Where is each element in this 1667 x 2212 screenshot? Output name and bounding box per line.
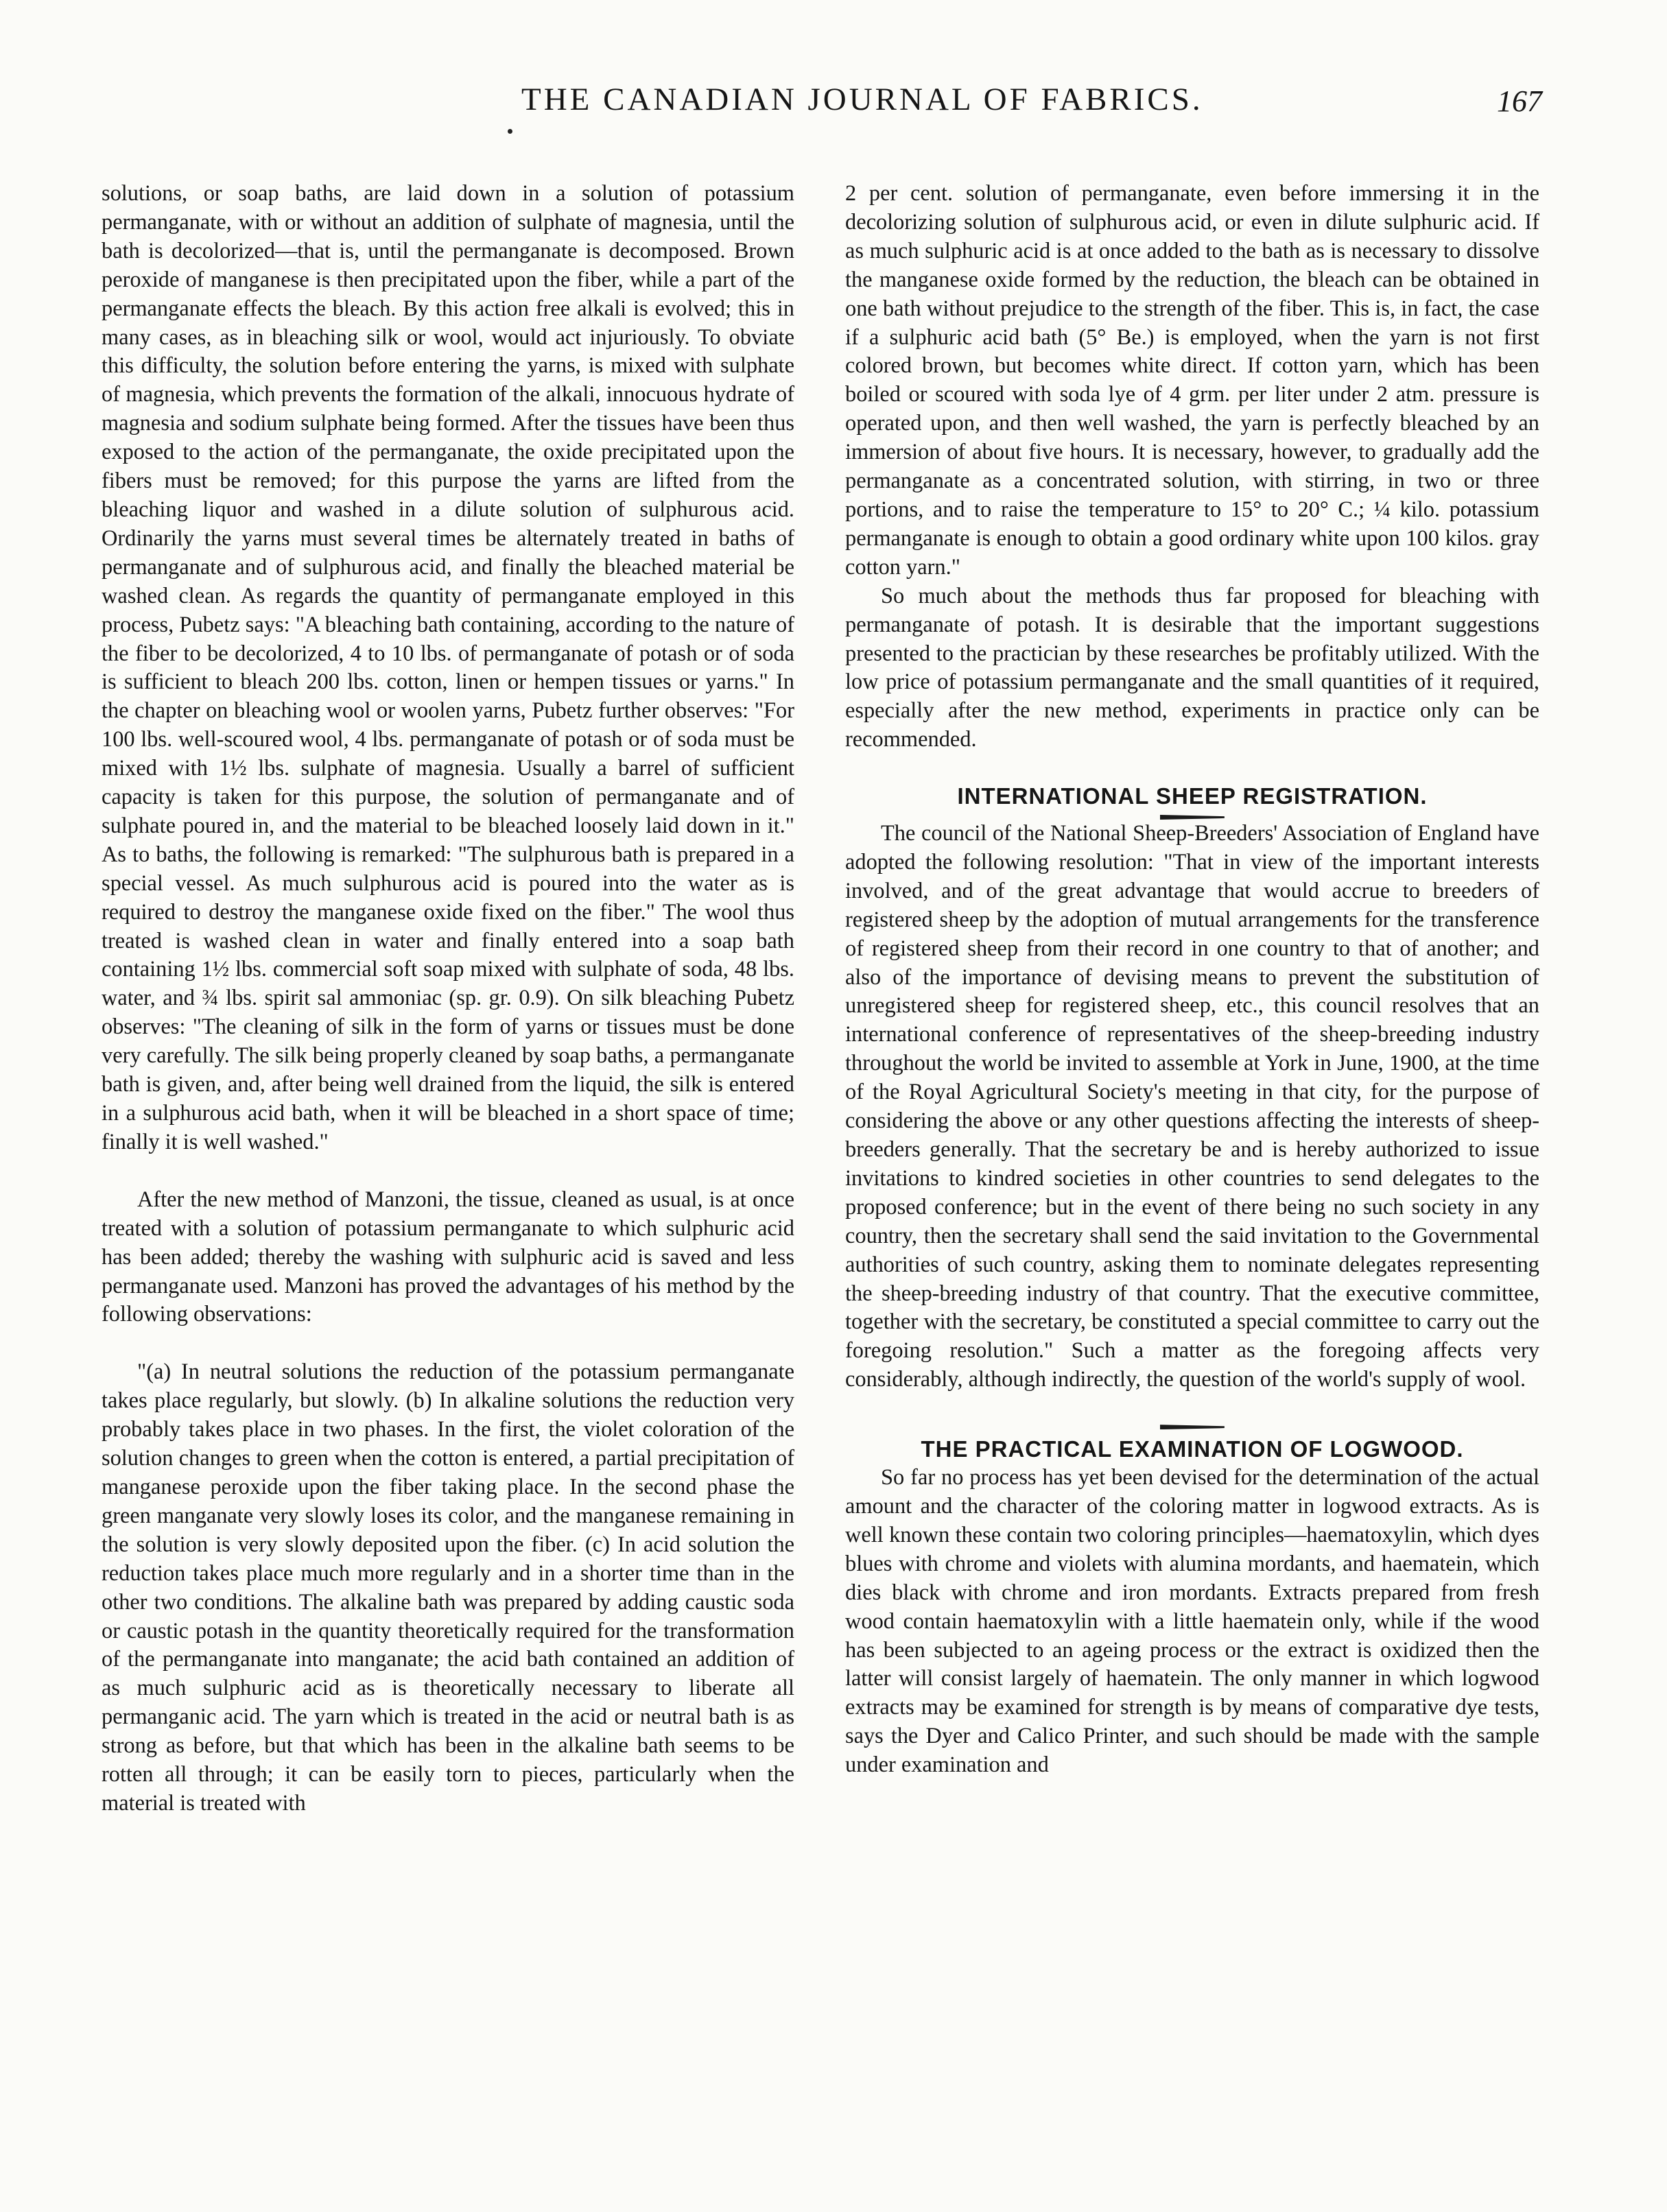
section-heading-logwood	[845, 1425, 1539, 1464]
section-heading-sheep	[845, 782, 1539, 820]
running-head	[0, 74, 1667, 122]
right-paragraph-2: So much about the methods thus far proposed for bleaching with permanganate of potash. It is desirable that the important suggestions presented to the practician by these researches be profitably utilized. With the low price of potassium permanganate and the small quantities of it required, especially after the new method, experiments in practice only can be recommended.	[845, 583, 1539, 752]
left-column	[102, 180, 794, 1818]
right-paragraph-1: 2 per cent. solution of permanganate, even before immersing it in the decolorizing solution of sulphurous acid, or even in dilute sulphuric acid. If as much sulphuric acid is at once added to the bath as is necessary to dissolve the manganese oxide formed by the reduction, the bleach can be obtained in one bath without prejudice to the strength of the fiber. This is, in fact, the case if a sulphuric acid bath (5° Be.) is employed, when the yarn is not first colored brown, but becomes white direct. If cotton yarn, which has been boiled or scoured with soda lye of 4 grm. per liter under 2 atm. pressure is operated upon, and then well washed, the yarn is perfectly bleached by an immersion of about five hours. It is necessary, however, to gradually add the permanganate as a concentrated solution, with stirring, in two or three portions, and to raise the temperature to 15° to 20° C.; ¼ kilo. potassium permanganate is enough to obtain a good ordinary white upon 100 kilos. gray cotton yarn."	[845, 181, 1539, 580]
left-paragraph-1: solutions, or soap baths, are laid down in a solution of potassium permanganate, with or without an addition of sulphate of magnesia, until the bath is decolorized—that is, until the permanganate is decomposed. Brown peroxide of manganese is then precipitated upon the fiber, while a part of the permanganate effects the bleach. By this action free alkali is evolved; this in many cases, as in bleaching silk or wool, would act injuriously. To obviate this difficulty, the solution before entering the yarns, is mixed with sulphate of magnesia, which prevents the formation of the alkali, innocuous hydrate of magnesia and sodium sulphate being formed. After the tissues have been thus exposed to the action of the permanganate, the oxide precipitated upon the fibers must be removed; for this purpose the yarns are lifted from the bleaching liquor and washed in a dilute solution of sulphurous acid. Ordinarily the yarns must several times be alternately treated in baths of permanganate and of sulphurous acid, and finally the bleached material be washed clean. As regards the quantity of permanganate employed in this process, Pubetz says: "A bleaching bath containing, according to the nature of the fiber to be decolorized, 4 to 10 lbs. of permanganate of potash or of soda is sufficient to bleach 200 lbs. cotton, linen or hempen tissues or yarns." In the chapter on bleaching wool or woolen yarns, Pubetz further observes: "For 100 lbs. well-scoured wool, 4 lbs. permanganate of potash or of soda must be mixed with 1½ lbs. sulphate of magnesia. Usually a barrel of sufficient capacity is taken for this purpose, the solution of permanganate and of sulphate poured in, and the material to be bleached loosely laid down in it." As to baths, the following is remarked: "The sulphurous bath is prepared in a special vessel. As much sulphurous acid is poured into the water as is required to destroy the manganese oxide fixed on the fiber." The wool thus treated is washed clean in water and finally entered into a soap bath containing 1½ lbs. commercial soft soap mixed with sulphate of soda, 48 lbs. water, and ¾ lbs. spirit sal ammoniac (sp. gr. 0.9). On silk bleaching Pubetz observes: "The cleaning of silk in the form of yarns or tissues must be done very carefully. The silk being properly cleaned by soap baths, a permanganate bath is given, and, after being well drained from the liquid, the silk is entered in a sulphurous acid bath, when it will be bleached in a short space of time; finally it is well washed."	[102, 181, 794, 1154]
right-paragraph-3: The council of the National Sheep-Breeders' Association of England have adopted the following resolution: "That in view of the important interests involved, and of the great advantage that would accrue to breeders of registered sheep by the adoption of mutual arrangements for the transference of registered sheep from their record in one country to that of another; and also of the importance of devising means to prevent the substitution of unregistered sheep for registered sheep, etc., this council resolves that an international conference of representatives of the sheep-breeding industry throughout the world be invited to assemble at York in June, 1900, at the time of the Royal Agricultural Society's meeting in that city, for the purpose of considering the above or any other questions affecting the interests of sheep-breeders generally. That the secretary be and is hereby authorized to issue invitations to kindred societies in other countries to send delegates to the proposed conference; but in the event of there being no such society in any country, then the secretary shall send the said invitation to the Governmental authorities of such country, asking them to nominate delegates representing the sheep-breeding industry of that country. That the executive committee, together with the secretary, be constituted a special committee to carry out the foregoing resolution." Such a matter as the foregoing affects very considerably, although indirectly, the question of the world's supply of wool.	[845, 821, 1539, 1392]
page-number: 167	[1497, 84, 1542, 118]
heading-rule-top	[1160, 1425, 1225, 1429]
left-paragraph-3: "(a) In neutral solutions the reduction of the potassium permanganate takes place regularly, but slowly. (b) In alkaline solutions the reduction very probably takes place in two phases. In the first, the violet coloration of the solution changes to green when the cotton is entered, a partial precipitation of manganese peroxide upon the fiber taking place. In the second phase the green manganate very slowly loses its color, and the manganese remaining in the solution is very slowly deposited upon the fiber. (c) In acid solution the reduction takes place much more regularly and in a shorter time than in the other two conditions. The alkaline bath was prepared by adding caustic soda or caustic potash in the quantity theoretically required for the transformation of the permanganate into manganate; the acid bath contained an addition of as much sulphuric acid as is theoretically necessary to liberate all permanganic acid. The yarn which is treated in the acid or neutral bath is as strong as before, but that which has been in the alkaline bath seems to be rotten all through; it can be easily torn to pieces, particularly when the material is treated with	[102, 1359, 794, 1816]
heading-sheep-registration: INTERNATIONAL SHEEP REGISTRATION.	[957, 783, 1428, 809]
head-dot	[508, 129, 512, 134]
heading-logwood-examination: THE PRACTICAL EXAMINATION OF LOGWOOD.	[921, 1436, 1464, 1462]
heading-rule	[1160, 815, 1225, 820]
left-paragraph-2: After the new method of Manzoni, the tissue, cleaned as usual, is at once treated with a solution of potassium permanganate to which sulphuric acid has been added; thereby the washing with sulphuric acid is saved and less permanganate used. Manzoni has proved the advantages of his method by the following observations:	[102, 1187, 794, 1327]
journal-title: THE CANADIAN JOURNAL OF FABRICS.	[521, 82, 1203, 117]
right-paragraph-4: So far no process has yet been devised for the determination of the actual amount and the character of the coloring matter in logwood extracts. As is well known these contain two coloring principles—haematoxylin, which dyes blues with chrome and violets with alumina mordants, and haematein, which dies black with chrome and iron mordants. Extracts prepared from fresh wood contain haematoxylin with a little haematein only, while if the wood has been subjected to an ageing process or the extract is oxidized then the latter will consist largely of haematein. The only manner in which logwood extracts may be examined for strength is by means of comparative dye tests, says the Dyer and Calico Printer, and such should be made with the sample under examination and	[845, 1465, 1539, 1778]
right-column	[845, 180, 1539, 1780]
